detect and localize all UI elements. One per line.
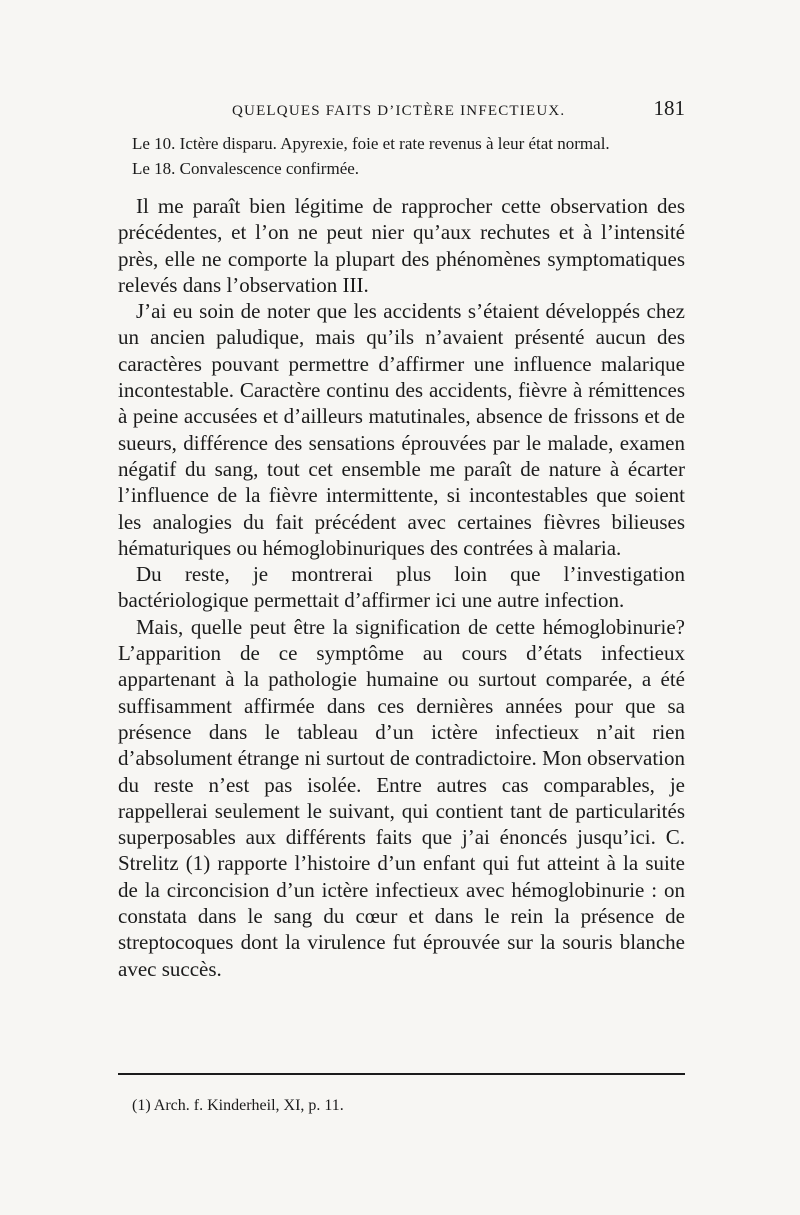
- body-text: [118, 131, 685, 982]
- paragraph: Du reste, je montrerai plus loin que l’investigation bactériologique permettait d’affirmer ici une autre infection.: [118, 562, 685, 613]
- case-log-entry: Le 18. Convalescence confirmée.: [132, 159, 360, 178]
- footnote: (1) Arch. f. Kinderheil, XI, p. 11.: [132, 1097, 344, 1114]
- page-header: [232, 96, 685, 121]
- running-title: QUELQUES FAITS D’ICTÈRE INFECTIEUX.: [232, 103, 566, 119]
- paragraph: J’ai eu soin de noter que les accidents s’étaient développés chez un ancien paludique, mais qu’ils n’avaient présenté aucun des caractères pouvant permettre d’affirmer une influence malarique incontestable. Caractère continu des accidents, fièvre à rémittences à peine accusées et d’ailleurs matutinales, absence de frissons et de sueurs, différence des sensations éprouvées par le malade, examen négatif du sang, tout cet ensemble me paraît de nature à écarter l’influence de la fièvre intermittente, si incontestables que soient les analogies du fait précédent avec certaines fièvres bilieuses hématuriques ou hémoglobinuriques des contrées à malaria.: [118, 299, 685, 560]
- case-log-entry: Le 10. Ictère disparu. Apyrexie, foie et rate revenus à leur état normal.: [132, 134, 610, 153]
- paragraph: Mais, quelle peut être la signification de cette hémoglobinurie? L’apparition de ce symptôme au cours d’états infectieux appartenant à la pathologie humaine ou surtout comparée, a été suffisamment affirmée dans ces dernières années pour que sa présence dans le tableau d’un ictère infectieux n’ait rien d’absolument étrange ni surtout de contradictoire. Mon observation du reste n’est pas isolée. Entre autres cas comparables, je rappellerai seulement le suivant, qui contient tant de particularités superposables aux différents faits que j’ai énoncés jusqu’ici. C. Strelitz (1) rapporte l’histoire d’un enfant qui fut atteint à la suite de la circoncision d’un ictère infectieux avec hémoglobinurie : on constata dans le sang du cœur et dans le rein la présence de streptocoques dont la virulence fut éprouvée sur la souris blanche avec succès.: [118, 614, 685, 981]
- page-number: 181: [653, 96, 685, 120]
- footnote-divider: [118, 1073, 685, 1075]
- paragraph: Il me paraît bien légitime de rapprocher cette observation des précédentes, et l’on ne peut nier qu’aux rechutes et à l’intensité près, elle ne comporte la plupart des phénomènes symptomatiques relevés dans l’observation III.: [118, 194, 685, 297]
